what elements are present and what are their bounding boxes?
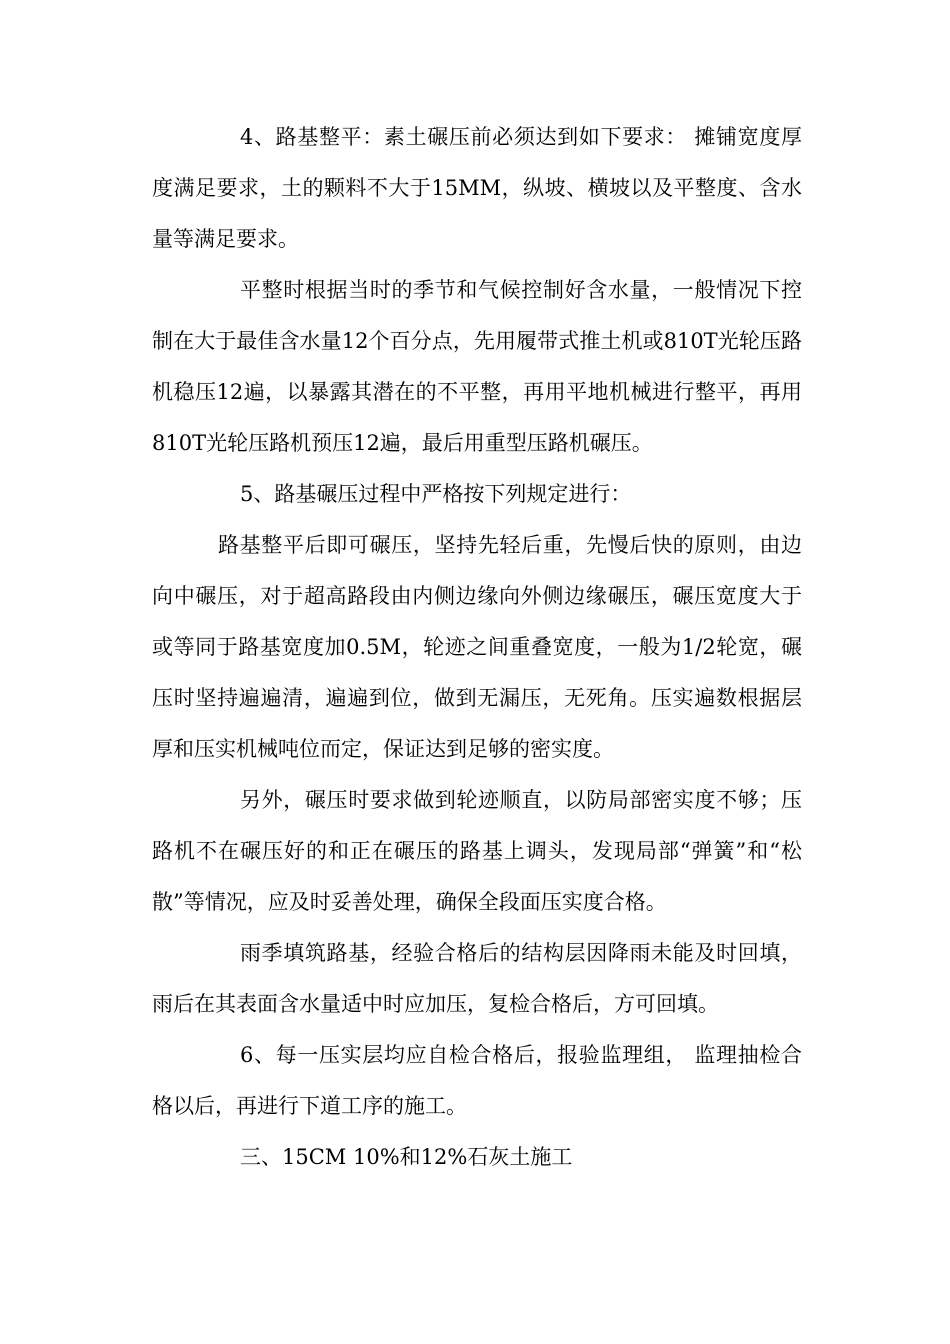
paragraph-inspection: 6、每一压实层均应自检合格后，报验监理组， 监理抽检合格以后，再进行下道工序的施工。 — [152, 1043, 802, 1118]
paragraph-compaction-method: 路基整平后即可碾压，坚持先轻后重，先慢后快的原则，由边向中碾压，对于超高路段由内侧边缘向外侧边缘碾压，碾压宽度大于或等同于路基宽度加0.5M，轮迹之间重叠宽度，一般为1/2轮宽，碾压时坚持遍遍清，遍遍到位，做到无漏压，无死角。压实遍数根据层厚和压实机械吨位而定，保证达到足够的密实度。 — [152, 533, 802, 761]
paragraph-subgrade-leveling: 4、路基整平：素土碾压前必须达到如下要求： 摊铺宽度厚度满足要求，土的颗料不大于15MM，纵坡、横坡以及平整度、含水量等满足要求。 — [152, 125, 802, 251]
paragraph-compaction-rules-heading: 5、路基碾压过程中严格按下列规定进行： — [240, 482, 632, 506]
section-heading-lime-soil: 三、15CM 10%和12%石灰土施工 — [240, 1145, 573, 1169]
paragraph-rainy-season: 雨季填筑路基，经验合格后的结构层因降雨未能及时回填，雨后在其表面含水量适中时应加压，复检合格后，方可回填。 — [152, 941, 802, 1016]
paragraph-leveling-moisture: 平整时根据当时的季节和气候控制好含水量，一般情况下控制在大于最佳含水量12个百分点，先用履带式推土机或810T光轮压路机稳压12遍，以暴露其潜在的不平整，再用平地机械进行整平，再用810T光轮压路机预压12遍，最后用重型压路机碾压。 — [152, 278, 802, 455]
paragraph-compaction-notes: 另外，碾压时要求做到轮迹顺直，以防局部密实度不够；压路机不在碾压好的和正在碾压的路基上调头，发现局部“弹簧”和“松散”等情况，应及时妥善处理，确保全段面压实度合格。 — [152, 788, 802, 914]
document-body — [152, 112, 802, 1183]
